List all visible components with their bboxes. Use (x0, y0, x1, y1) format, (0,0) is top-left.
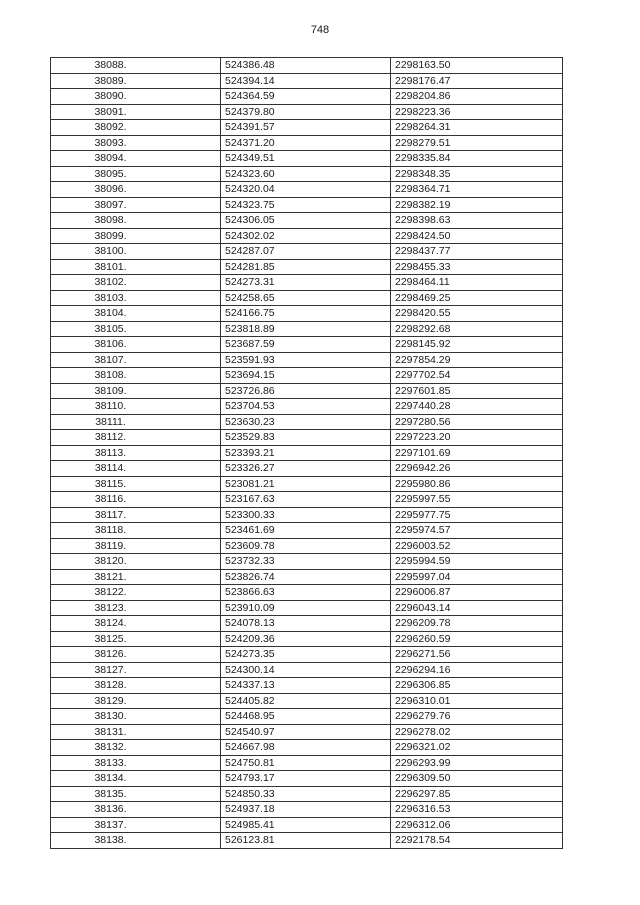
point-number-cell: 38137. (51, 817, 221, 833)
table-row (51, 616, 563, 632)
point-number-cell: 38102. (51, 275, 221, 291)
table-row (51, 771, 563, 787)
table-row (51, 523, 563, 539)
easting-cell: 523818.89 (221, 321, 391, 337)
northing-cell: 2295980.86 (391, 476, 563, 492)
point-number-cell: 38125. (51, 631, 221, 647)
point-number-cell: 38107. (51, 352, 221, 368)
table-row (51, 786, 563, 802)
table-row (51, 383, 563, 399)
easting-cell: 523167.63 (221, 492, 391, 508)
easting-cell: 523866.63 (221, 585, 391, 601)
point-number-cell: 38096. (51, 182, 221, 198)
table-row (51, 569, 563, 585)
table-row (51, 833, 563, 849)
point-number-cell: 38109. (51, 383, 221, 399)
table-row (51, 693, 563, 709)
point-number-cell: 38113. (51, 445, 221, 461)
table-row (51, 352, 563, 368)
point-number-cell: 38129. (51, 693, 221, 709)
northing-cell: 2298437.77 (391, 244, 563, 260)
northing-cell: 2296316.53 (391, 802, 563, 818)
point-number-cell: 38117. (51, 507, 221, 523)
easting-cell: 524386.48 (221, 58, 391, 74)
table-row (51, 290, 563, 306)
easting-cell: 524078.13 (221, 616, 391, 632)
table-row (51, 228, 563, 244)
table-row (51, 213, 563, 229)
table-row (51, 182, 563, 198)
easting-cell: 524323.75 (221, 197, 391, 213)
easting-cell: 523910.09 (221, 600, 391, 616)
table-row (51, 755, 563, 771)
table-row (51, 662, 563, 678)
point-number-cell: 38114. (51, 461, 221, 477)
point-number-cell: 38126. (51, 647, 221, 663)
northing-cell: 2298464.11 (391, 275, 563, 291)
table-row (51, 709, 563, 725)
point-number-cell: 38128. (51, 678, 221, 694)
northing-cell: 2296321.02 (391, 740, 563, 756)
page-number: 748 (310, 24, 330, 36)
point-number-cell: 38094. (51, 151, 221, 167)
point-number-cell: 38092. (51, 120, 221, 136)
northing-cell: 2296271.56 (391, 647, 563, 663)
easting-cell: 524302.02 (221, 228, 391, 244)
easting-cell: 524750.81 (221, 755, 391, 771)
table-row (51, 724, 563, 740)
coordinates-table (50, 57, 563, 849)
point-number-cell: 38106. (51, 337, 221, 353)
northing-cell: 2295997.55 (391, 492, 563, 508)
point-number-cell: 38111. (51, 414, 221, 430)
point-number-cell: 38131. (51, 724, 221, 740)
table-row (51, 135, 563, 151)
table-row (51, 538, 563, 554)
table-row (51, 244, 563, 260)
point-number-cell: 38118. (51, 523, 221, 539)
table-row (51, 585, 563, 601)
northing-cell: 2298420.55 (391, 306, 563, 322)
northing-cell: 2298204.86 (391, 89, 563, 105)
coordinates-table-body (51, 58, 563, 849)
northing-cell: 2296294.16 (391, 662, 563, 678)
easting-cell: 524667.98 (221, 740, 391, 756)
point-number-cell: 38091. (51, 104, 221, 120)
easting-cell: 524850.33 (221, 786, 391, 802)
northing-cell: 2295974.57 (391, 523, 563, 539)
easting-cell: 524209.36 (221, 631, 391, 647)
easting-cell: 523694.15 (221, 368, 391, 384)
northing-cell: 2296043.14 (391, 600, 563, 616)
point-number-cell: 38121. (51, 569, 221, 585)
easting-cell: 523704.53 (221, 399, 391, 415)
northing-cell: 2296293.99 (391, 755, 563, 771)
northing-cell: 2298163.50 (391, 58, 563, 74)
easting-cell: 523393.21 (221, 445, 391, 461)
northing-cell: 2298335.84 (391, 151, 563, 167)
easting-cell: 524540.97 (221, 724, 391, 740)
point-number-cell: 38112. (51, 430, 221, 446)
point-number-cell: 38093. (51, 135, 221, 151)
northing-cell: 2295997.04 (391, 569, 563, 585)
point-number-cell: 38110. (51, 399, 221, 415)
table-row (51, 445, 563, 461)
point-number-cell: 38098. (51, 213, 221, 229)
northing-cell: 2298223.36 (391, 104, 563, 120)
point-number-cell: 38133. (51, 755, 221, 771)
table-row (51, 259, 563, 275)
easting-cell: 523591.93 (221, 352, 391, 368)
northing-cell: 2298398.63 (391, 213, 563, 229)
easting-cell: 524320.04 (221, 182, 391, 198)
table-row (51, 678, 563, 694)
northing-cell: 2297223.20 (391, 430, 563, 446)
table-row (51, 554, 563, 570)
point-number-cell: 38138. (51, 833, 221, 849)
table-row (51, 430, 563, 446)
northing-cell: 2296006.87 (391, 585, 563, 601)
northing-cell: 2296209.78 (391, 616, 563, 632)
northing-cell: 2297601.85 (391, 383, 563, 399)
northing-cell: 2298292.68 (391, 321, 563, 337)
easting-cell: 523826.74 (221, 569, 391, 585)
point-number-cell: 38119. (51, 538, 221, 554)
northing-cell: 2298382.19 (391, 197, 563, 213)
easting-cell: 524281.85 (221, 259, 391, 275)
table-row (51, 600, 563, 616)
easting-cell: 523609.78 (221, 538, 391, 554)
easting-cell: 523529.83 (221, 430, 391, 446)
table-row (51, 151, 563, 167)
table-row (51, 414, 563, 430)
easting-cell: 524793.17 (221, 771, 391, 787)
easting-cell: 524371.20 (221, 135, 391, 151)
northing-cell: 2297440.28 (391, 399, 563, 415)
northing-cell: 2297101.69 (391, 445, 563, 461)
northing-cell: 2296003.52 (391, 538, 563, 554)
northing-cell: 2296278.02 (391, 724, 563, 740)
point-number-cell: 38099. (51, 228, 221, 244)
point-number-cell: 38127. (51, 662, 221, 678)
northing-cell: 2298279.51 (391, 135, 563, 151)
table-row (51, 306, 563, 322)
point-number-cell: 38115. (51, 476, 221, 492)
point-number-cell: 38101. (51, 259, 221, 275)
point-number-cell: 38090. (51, 89, 221, 105)
point-number-cell: 38116. (51, 492, 221, 508)
point-number-cell: 38100. (51, 244, 221, 260)
northing-cell: 2297280.56 (391, 414, 563, 430)
easting-cell: 524323.60 (221, 166, 391, 182)
easting-cell: 523732.33 (221, 554, 391, 570)
easting-cell: 524287.07 (221, 244, 391, 260)
northing-cell: 2297702.54 (391, 368, 563, 384)
table-row (51, 337, 563, 353)
point-number-cell: 38103. (51, 290, 221, 306)
table-row (51, 275, 563, 291)
northing-cell: 2298145.92 (391, 337, 563, 353)
table-row (51, 197, 563, 213)
easting-cell: 524937.18 (221, 802, 391, 818)
easting-cell: 523300.33 (221, 507, 391, 523)
northing-cell: 2298424.50 (391, 228, 563, 244)
northing-cell: 2295977.75 (391, 507, 563, 523)
northing-cell: 2296942.26 (391, 461, 563, 477)
easting-cell: 523081.21 (221, 476, 391, 492)
point-number-cell: 38136. (51, 802, 221, 818)
easting-cell: 526123.81 (221, 833, 391, 849)
easting-cell: 524391.57 (221, 120, 391, 136)
point-number-cell: 38124. (51, 616, 221, 632)
northing-cell: 2298455.33 (391, 259, 563, 275)
easting-cell: 523630.23 (221, 414, 391, 430)
easting-cell: 523687.59 (221, 337, 391, 353)
table-row (51, 507, 563, 523)
northing-cell: 2296306.85 (391, 678, 563, 694)
table-row (51, 802, 563, 818)
point-number-cell: 38132. (51, 740, 221, 756)
point-number-cell: 38105. (51, 321, 221, 337)
table-row (51, 399, 563, 415)
easting-cell: 524166.75 (221, 306, 391, 322)
easting-cell: 524258.65 (221, 290, 391, 306)
northing-cell: 2296312.06 (391, 817, 563, 833)
northing-cell: 2296309.50 (391, 771, 563, 787)
point-number-cell: 38122. (51, 585, 221, 601)
northing-cell: 2297854.29 (391, 352, 563, 368)
northing-cell: 2298469.25 (391, 290, 563, 306)
table-row (51, 647, 563, 663)
point-number-cell: 38134. (51, 771, 221, 787)
northing-cell: 2298264.31 (391, 120, 563, 136)
table-row (51, 476, 563, 492)
point-number-cell: 38135. (51, 786, 221, 802)
table-row (51, 740, 563, 756)
point-number-cell: 38123. (51, 600, 221, 616)
easting-cell: 523461.69 (221, 523, 391, 539)
northing-cell: 2296297.85 (391, 786, 563, 802)
easting-cell: 523326.27 (221, 461, 391, 477)
table-row (51, 492, 563, 508)
easting-cell: 524379.80 (221, 104, 391, 120)
northing-cell: 2298364.71 (391, 182, 563, 198)
easting-cell: 523726.86 (221, 383, 391, 399)
easting-cell: 524405.82 (221, 693, 391, 709)
northing-cell: 2295994.59 (391, 554, 563, 570)
northing-cell: 2296260.59 (391, 631, 563, 647)
table-row (51, 166, 563, 182)
table-row (51, 89, 563, 105)
table-row (51, 368, 563, 384)
point-number-cell: 38089. (51, 73, 221, 89)
point-number-cell: 38088. (51, 58, 221, 74)
table-row (51, 104, 563, 120)
table-row (51, 817, 563, 833)
table-row (51, 461, 563, 477)
easting-cell: 524300.14 (221, 662, 391, 678)
easting-cell: 524349.51 (221, 151, 391, 167)
point-number-cell: 38120. (51, 554, 221, 570)
point-number-cell: 38108. (51, 368, 221, 384)
point-number-cell: 38104. (51, 306, 221, 322)
table-row (51, 73, 563, 89)
point-number-cell: 38097. (51, 197, 221, 213)
northing-cell: 2298348.35 (391, 166, 563, 182)
easting-cell: 524273.35 (221, 647, 391, 663)
easting-cell: 524394.14 (221, 73, 391, 89)
northing-cell: 2292178.54 (391, 833, 563, 849)
northing-cell: 2296310.01 (391, 693, 563, 709)
point-number-cell: 38095. (51, 166, 221, 182)
table-row (51, 120, 563, 136)
table-row (51, 58, 563, 74)
easting-cell: 524985.41 (221, 817, 391, 833)
easting-cell: 524468.95 (221, 709, 391, 725)
point-number-cell: 38130. (51, 709, 221, 725)
northing-cell: 2298176.47 (391, 73, 563, 89)
easting-cell: 524364.59 (221, 89, 391, 105)
northing-cell: 2296279.76 (391, 709, 563, 725)
easting-cell: 524337.13 (221, 678, 391, 694)
table-row (51, 631, 563, 647)
easting-cell: 524273.31 (221, 275, 391, 291)
easting-cell: 524306.05 (221, 213, 391, 229)
table-row (51, 321, 563, 337)
